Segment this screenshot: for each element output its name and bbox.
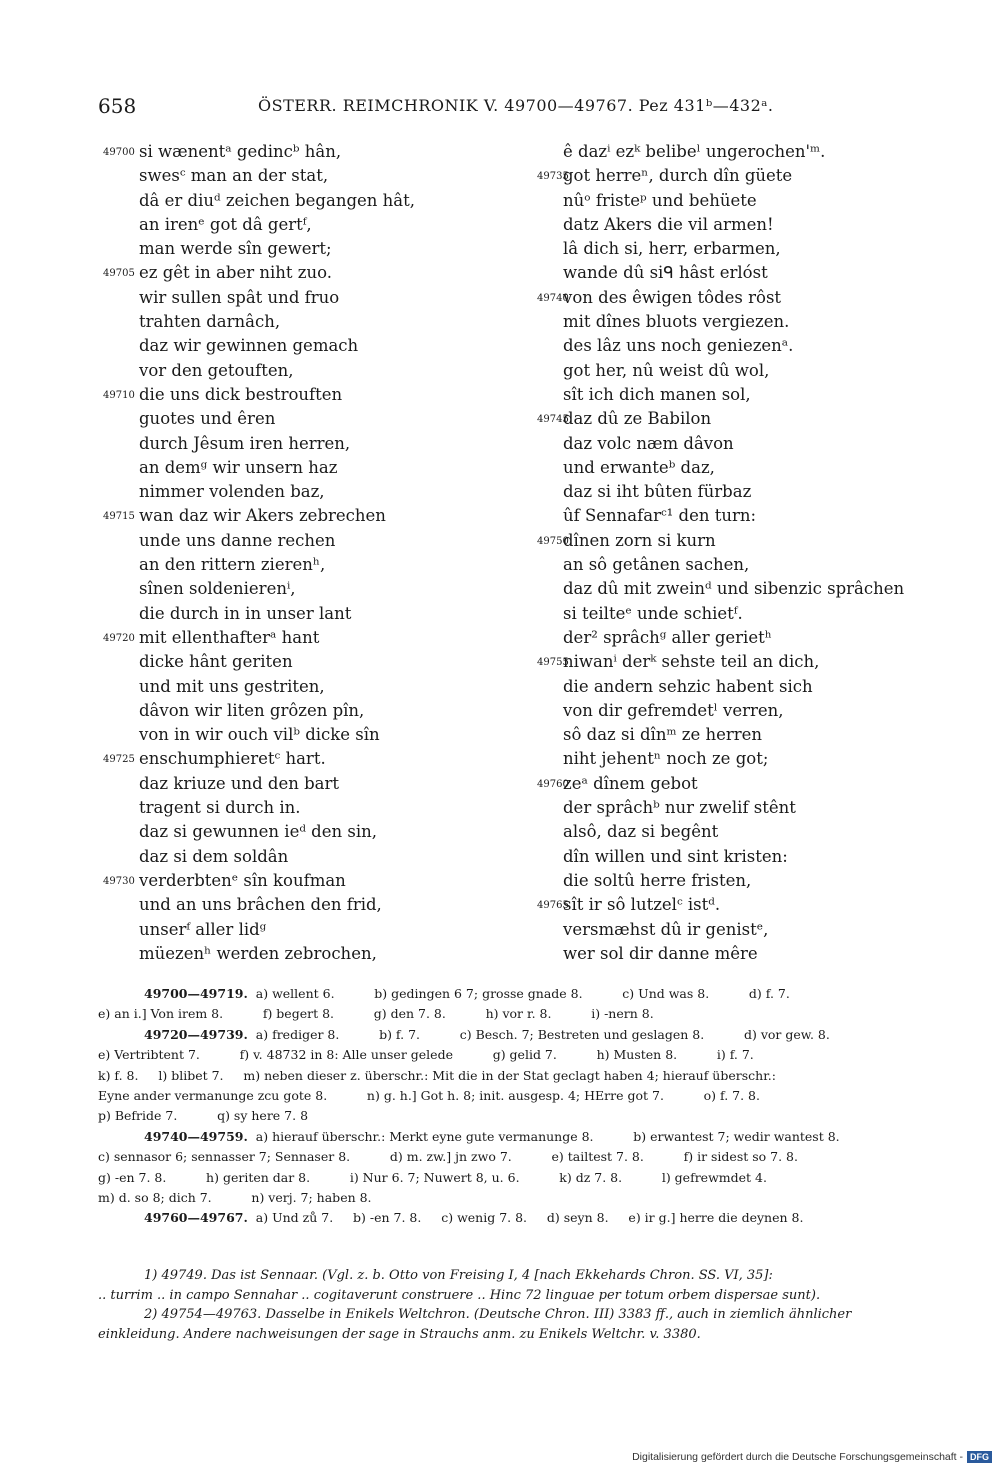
footnote-line: 2) 49754—49763. Dasselbe in Enikels Weltchron. (Deutsche Chron. III) 3383 ff., auch in ziemlich ähnlicher [144, 1307, 852, 1322]
verse-text: datz Akers die vil armen! [563, 214, 774, 234]
apparatus-text: e) Vertribtent 7. f) v. 48732 in 8: Alle unser gelede g) gelid 7. h) Musten 8. i) f. 7. [98, 1047, 754, 1063]
verse-text: niht jehentⁿ noch ze got; [563, 749, 769, 769]
apparatus-text: p) Befride 7. q) sy here 7. 8 [98, 1108, 309, 1124]
dfg-logo: DFG [967, 1451, 992, 1463]
verse-text: durch Jêsum iren herren, [139, 433, 351, 453]
verse-text: des lâz uns noch geniezenᵃ. [563, 336, 794, 356]
footnote-line: .. turrim .. in campo Sennahar .. cogitaverunt construere .. Hinc 72 linguae per totum orbem dispersae sunt). [98, 1287, 821, 1303]
apparatus-text: a) hierauf überschr.: Merkt eyne gute vermanunge 8. b) erwantest 7; wedir wantest 8. [247, 1128, 840, 1144]
verse-text: daz dû mit zweinᵈ und sibenzic sprâchen [563, 579, 905, 599]
verse-text: versmæhst dû ir genistᵉ, [563, 919, 769, 939]
apparatus-line [98, 1025, 946, 1045]
apparatus-line [98, 1045, 946, 1065]
apparatus-line [98, 1066, 946, 1086]
verse-text: daz kriuze und den bart [139, 773, 340, 793]
verse-text: ê dazⁱ ezᵏ belibeˡ ungerochen'ᵐ. [563, 142, 826, 161]
verse-number: 49735 [537, 171, 569, 183]
verse-text: daz si dem soldân [139, 846, 289, 866]
verse-number: 49745 [537, 414, 569, 426]
verse-number: 49710 [103, 389, 135, 401]
apparatus-text: k) f. 8. l) blibet 7. m) neben dieser z. überschr.: Mit die in der Stat geclagt haben 4; hierauf überschr.: [98, 1067, 776, 1083]
apparatus-line [98, 1106, 946, 1126]
verse-text: si teilteᵉ unde schietᶠ. [563, 603, 743, 623]
verse-text: sît ich dich manen sol, [563, 384, 751, 404]
verse-text: die durch in in unser lant [139, 603, 352, 623]
digitization-footer [632, 1451, 992, 1463]
verse-text: zeᵃ dînem gebot [563, 773, 698, 793]
verse-text: wer sol dir danne mêre [563, 943, 758, 963]
verse-text: wan daz wir Akers zebrechen [139, 506, 386, 526]
critical-apparatus [98, 984, 946, 1229]
apparatus-range: 49720—49739. [144, 1026, 248, 1042]
verse-text: ûf Sennafarᶜ¹ den turn: [563, 506, 757, 526]
verse-text: ez gêt in aber niht zuo. [139, 263, 332, 283]
verse-text: man werde sîn gewert; [139, 239, 332, 259]
verse-text: die uns dick bestrouften [139, 384, 343, 404]
apparatus-text: e) an i.] Von irem 8. f) begert 8. g) den 7. 8. h) vor r. 8. i) -nern 8. [98, 1006, 654, 1022]
verse-text: der² sprâchᵍ aller gerietʰ [563, 627, 772, 647]
verse-text: trahten darnâch, [139, 312, 281, 332]
verse-text: von dir gefremdetˡ verren, [563, 700, 784, 720]
verse-text: sô daz si dînᵐ ze herren [563, 725, 763, 745]
running-title: ÖSTERR. REIMCHRONIK V. 49700—49767. Pez 431ᵇ—432ᵃ. [258, 96, 774, 115]
verse-text: daz wir gewinnen gemach [139, 336, 359, 356]
apparatus-range: 49700—49719. [144, 986, 248, 1001]
verse-text: unde uns danne rechen [139, 530, 336, 550]
verse-text: sît ir sô lutzelᶜ istᵈ. [563, 895, 721, 915]
verse-text: dicke hânt geriten [139, 652, 293, 672]
verse-text: daz si iht bûten fürbaz [563, 482, 752, 502]
verse-text: dâ er diuᵈ zeichen begangen hât, [139, 190, 415, 210]
verse-text: die soltû herre fristen, [563, 870, 752, 890]
footer-text: Digitalisierung gefördert durch die Deutsche Forschungsgemeinschaft - [632, 1451, 963, 1463]
verse-text: wande dû siᑫ hâst erlóst [563, 263, 768, 283]
verse-text: daz volc næm dâvon [563, 433, 734, 453]
verse-text: got herreⁿ, durch dîn güete [563, 166, 793, 186]
footnote-line: einkleidung. Andere nachweisungen der sage in Strauchs anm. zu Enikels Weltchr. v. 3380. [98, 1326, 701, 1342]
verse-text: müezenʰ werden zebrochen, [139, 943, 377, 963]
apparatus-range: 49740—49759. [144, 1128, 248, 1144]
apparatus-text: c) sennasor 6; sennasser 7; Sennaser 8. d) m. zw.] jn zwo 7. e) tailtest 7. 8. f) ir sidest so 7. 8. [98, 1149, 798, 1165]
verse-text: an irenᵉ got dâ gertᶠ, [139, 214, 312, 234]
verse-number: 49700 [103, 147, 135, 158]
verse-text: und mit uns gestriten, [139, 676, 325, 696]
apparatus-line [98, 1168, 946, 1188]
verse-text: daz dû ze Babilon [563, 409, 712, 429]
verse-text: dâvon wir liten grôzen pîn, [139, 700, 365, 720]
verse-text: niwanⁱ derᵏ sehste teil an dich, [563, 652, 820, 672]
apparatus-text: a) frediger 8. b) f. 7. c) Besch. 7; Bestreten und geslagen 8. d) vor gew. 8. [247, 1026, 830, 1042]
verse-text: verderbtenᵉ sîn koufman [139, 870, 346, 890]
verse-text: dînen zorn si kurn [563, 530, 716, 550]
apparatus-text: Eyne ander vermanunge zcu gote 8. n) g. h.] Got h. 8; init. ausgesp. 4; HErre got 7. o) f. 7. 8. [98, 1087, 760, 1103]
apparatus-line [98, 1127, 946, 1147]
apparatus-text: a) wellent 6. b) gedingen 6 7; grosse gnade 8. c) Und was 8. d) f. 7. [247, 986, 790, 1001]
verse-text: guotes und êren [139, 409, 276, 429]
apparatus-line [98, 1188, 946, 1208]
verse-number: 49760 [537, 778, 569, 790]
apparatus-line [98, 1147, 946, 1167]
verse-text: lâ dich si, herr, erbarmen, [563, 239, 781, 259]
verse-text: von in wir ouch vilᵇ dicke sîn [139, 725, 380, 745]
verse-text: und an uns brâchen den frid, [139, 895, 382, 915]
verse-text: sînen soldenierenⁱ, [139, 579, 296, 599]
verse-text: an demᵍ wir unsern haz [139, 457, 338, 477]
verse-text: daz si gewunnen ieᵈ den sin, [139, 822, 377, 842]
page-header [98, 94, 818, 122]
verse-text: alsô, daz si begênt [563, 822, 719, 842]
verse-number: 49765 [537, 900, 569, 912]
verse-number: 49705 [103, 268, 135, 280]
apparatus-text: a) Und zů 7. b) -en 7. 8. c) wenig 7. 8. d) seyn 8. e) ir g.] herre die deynen 8. [247, 1210, 804, 1226]
apparatus-line [98, 984, 946, 1004]
apparatus-range: 49760—49767. [144, 1210, 248, 1226]
footnote-line: 1) 49749. Das ist Sennaar. (Vgl. z. b. Otto von Freising I, 4 [nach Ekkehards Chron. SS. VI, 35]: [144, 1268, 773, 1283]
verse-text: got her, nû weist dû wol, [563, 360, 770, 380]
verse-text: dîn willen und sint kristen: [563, 846, 788, 866]
verse-text: enschumphieretᶜ hart. [139, 749, 326, 769]
verse-text: tragent si durch in. [139, 798, 301, 818]
verse-text: unserᶠ aller lidᵍ [139, 919, 267, 939]
verse-text: wir sullen spât und fruo [139, 287, 340, 307]
page-number: 658 [98, 94, 137, 118]
verse-number: 49740 [537, 292, 569, 304]
verse-text: der sprâchᵇ nur zwelif stênt [563, 798, 796, 818]
verse-text: nimmer volenden baz, [139, 482, 325, 502]
verse-number: 49715 [103, 511, 135, 523]
verse-text: an sô getânen sachen, [563, 555, 750, 575]
verse-text: mit dînes bluots vergiezen. [563, 312, 790, 332]
verse-text: nûᵒ fristeᵖ und behüete [563, 190, 757, 210]
verse-number: 49730 [103, 875, 135, 887]
verse-text: si wænentᵃ gedincᵇ hân, [139, 142, 342, 161]
verse-text: und erwanteᵇ daz, [563, 457, 715, 477]
apparatus-line [98, 1004, 946, 1024]
verse-text: von des êwigen tôdes rôst [563, 287, 782, 307]
verse-text: swesᶜ man an der stat, [139, 166, 329, 186]
verse-number: 49750 [537, 535, 569, 547]
verse-text: an den rittern zierenʰ, [139, 555, 326, 575]
verse-text: die andern sehzic habent sich [563, 676, 813, 696]
apparatus-line [98, 1208, 946, 1228]
apparatus-text: g) -en 7. 8. h) geriten dar 8. i) Nur 6. 7; Nuwert 8, u. 6. k) dz 7. 8. l) gefrewmdet 4. [98, 1169, 767, 1185]
verse-number: 49755 [537, 657, 569, 669]
verse-number: 49720 [103, 632, 135, 644]
verse-number: 49725 [103, 754, 135, 766]
apparatus-text: m) d. so 8; dich 7. n) verj. 7; haben 8. [98, 1189, 372, 1205]
verse-text: vor den getouften, [139, 360, 294, 380]
footnotes [98, 1266, 946, 1344]
apparatus-line [98, 1086, 946, 1106]
verse-text: mit ellenthafterᵃ hant [139, 627, 320, 647]
